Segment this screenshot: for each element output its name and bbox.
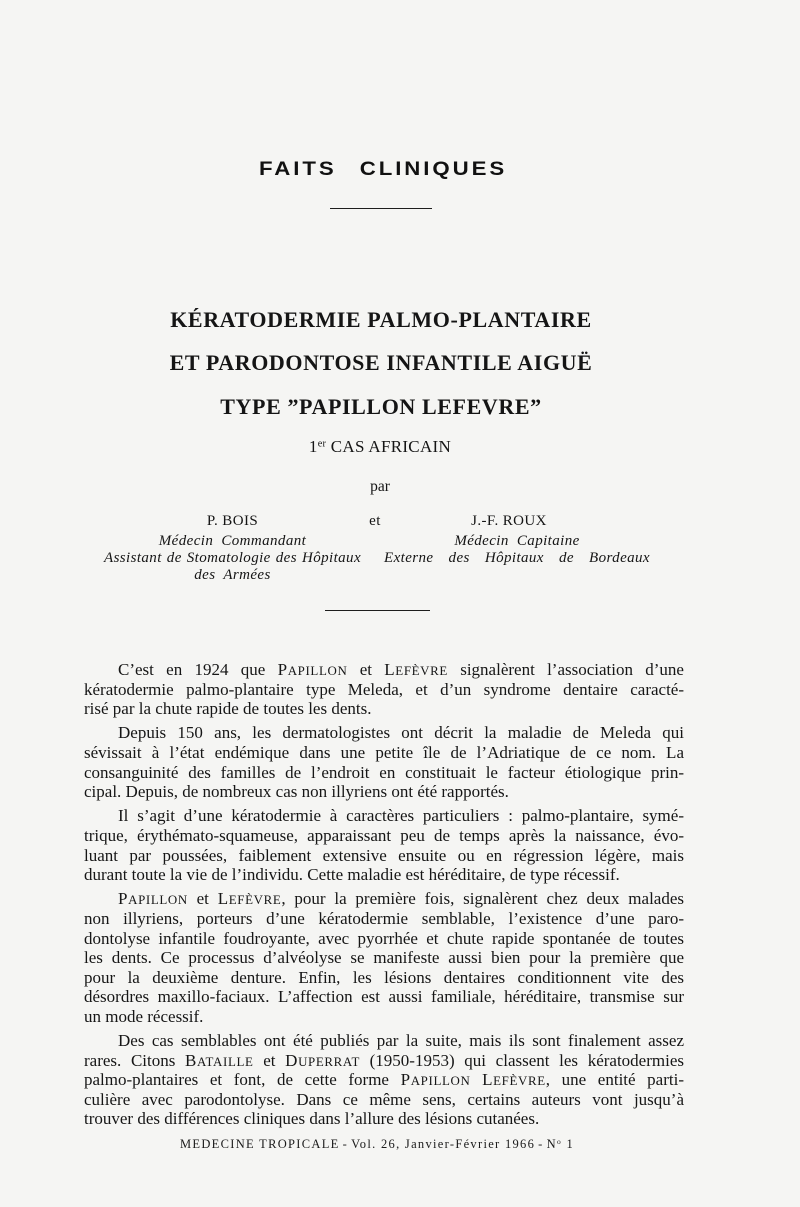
text-run: les dents. Ce processus d’alvéolyse se manifeste aussi bien pour la première que [84, 948, 684, 968]
text-run: palmo-plantaires et font, de cette forme [84, 1070, 401, 1090]
affiliation-line [384, 550, 650, 567]
text-run: Il s’agit d’une kératodermie à caractères particuliers : palmo-plantaire, symé- [118, 806, 684, 826]
affiliation-line: Médecin Capitaine [454, 533, 580, 549]
text-line [84, 1007, 684, 1027]
text-run: trique, érythémato-squameuse, apparaissant peu de temps après la naissance, évo- [84, 825, 684, 845]
text-line-content [84, 1051, 684, 1070]
text-line-content [84, 680, 684, 699]
issue-number: 1 [566, 1137, 575, 1151]
text-line-content [84, 763, 684, 782]
text-run: trouver des différences cliniques dans l’allure des lésions cutanées. [84, 1109, 540, 1129]
text-run: rares. Citons [84, 1050, 186, 1070]
text-run [470, 1070, 482, 1089]
text-run: (1950-1953) qui classent les kératodermies [359, 1050, 684, 1070]
issue-number-label-suffix: o [556, 1136, 563, 1146]
case-label: CAS AFRICAIN [330, 437, 452, 456]
text-line [84, 948, 684, 968]
text-line-content [84, 846, 684, 865]
text-line-content [84, 948, 684, 967]
text-line-content [118, 1031, 684, 1050]
author-name-1: P. BOIS [206, 513, 259, 529]
text-run: Depuis 150 ans, les dermatologistes ont décrit la maladie de Meleda qui [118, 723, 684, 743]
affiliation-line [104, 550, 361, 567]
text-run: , une entité parti- [545, 1070, 684, 1090]
text-line [84, 909, 684, 929]
text-line [84, 865, 684, 885]
text-line [84, 987, 684, 1007]
text-line [84, 1051, 684, 1071]
text-line [84, 1109, 684, 1129]
text-line [84, 1070, 684, 1090]
text-line-content [118, 660, 684, 679]
paragraph [84, 723, 684, 801]
text-line [84, 743, 684, 763]
paragraph [84, 660, 684, 719]
text-line-content [84, 1070, 684, 1089]
cited-author-name: DUPERRAT [285, 1050, 360, 1070]
journal-issue: Vol. 26, Janvier-Février 1966 [351, 1137, 536, 1151]
article-subtitle [180, 437, 580, 457]
text-run: pour la deuxième denture. Enfin, les lésions dentaires conditionnent vite des [84, 967, 684, 987]
affiliation-line-text: Assistant de Stomatologie des Hôpitaux [104, 550, 361, 566]
paragraph [84, 889, 684, 1026]
case-ordinal: 1 [308, 437, 318, 456]
text-line [84, 889, 684, 909]
text-line-content [84, 909, 684, 928]
cited-author-name: PAPILLON [118, 889, 188, 909]
text-run: et [253, 1050, 286, 1070]
text-run: kératodermie palmo-plantaire type Meleda, et d’un syndrome dentaire caracté- [84, 679, 684, 699]
text-run: , pour la première fois, signalèrent chez deux malades [281, 889, 684, 909]
text-line [84, 846, 684, 866]
text-run: cipal. Depuis, de nombreux cas non illyriens ont été rapportés. [84, 782, 509, 802]
text-line-content [84, 743, 684, 762]
text-run: non illyriens, porteurs d’une kératodermie semblable, l’existence d’une paro- [84, 908, 684, 928]
text-line [84, 968, 684, 988]
issue-number-label: N [546, 1137, 557, 1151]
text-line [84, 1090, 684, 1110]
title-line-3: TYPE ”PAPILLON LEFEVRE” [220, 394, 542, 419]
text-line [84, 806, 684, 826]
byline-par: par [370, 478, 390, 495]
affiliation-line: Médecin Commandant [158, 533, 307, 549]
text-line-content [84, 968, 684, 987]
text-line-content [118, 723, 684, 742]
author-2-affiliation [384, 533, 650, 567]
cited-author-name: PAPILLON [400, 1070, 471, 1090]
journal-name: MEDECINE TROPICALE [179, 1137, 340, 1151]
text-line-content [84, 782, 509, 801]
affiliation-line: des Armées [194, 567, 271, 583]
cited-author-name: LEFÈVRE [384, 660, 448, 679]
article-body [84, 660, 684, 1129]
cited-author-name: LEFÈVRE [217, 889, 282, 909]
paragraph [84, 806, 684, 884]
cited-author-name: LEFÈVRE [482, 1070, 546, 1090]
text-line-content [84, 987, 684, 1006]
cited-author-name: PAPILLON [277, 660, 348, 679]
author-1-affiliation [104, 533, 361, 584]
text-line-content [84, 865, 620, 884]
text-run: un mode récessif. [84, 1006, 204, 1026]
text-run: culière avec parodontolyse. Dans ce même sens, certains auteurs vont jusqu’à [84, 1089, 684, 1109]
text-line [84, 680, 684, 700]
section-heading-text: FAITS CLINIQUES [258, 159, 508, 180]
text-line-content [84, 826, 684, 845]
text-run: Des cas semblables ont été publiés par la suite, mais ils sont finalement assez [118, 1031, 684, 1051]
text-run: durant toute la vie de l’individu. Cette maladie est héréditaire, de type récessif. [84, 865, 620, 885]
text-run: et [187, 889, 218, 909]
title-block-rule [325, 610, 430, 611]
text-line-content [118, 806, 684, 825]
text-line [84, 699, 684, 719]
journal-footer [127, 1134, 627, 1154]
text-line [84, 929, 684, 949]
footer-separator: - [538, 1137, 544, 1151]
text-line [84, 1031, 684, 1051]
text-run: risé par la chute rapide de toutes les dents. [84, 699, 372, 719]
footer-separator: - [342, 1137, 349, 1151]
text-run: et [347, 660, 385, 679]
text-run: dontolyse infantile foudroyante, avec pyorrhée et chute rapide spontanée de toutes [84, 928, 684, 948]
text-line-content [84, 699, 371, 718]
cited-author-name: BATAILLE [185, 1050, 254, 1070]
affiliation-line-text: Externe des Hôpitaux de Bordeaux [384, 550, 650, 566]
text-line-content [84, 1090, 684, 1109]
text-line-content [84, 929, 684, 948]
text-line [84, 782, 684, 802]
text-run: signalèrent l’association d’une [447, 660, 684, 679]
text-run: consanguinité des familles de l’endroit en constituait le facteur étiologique prin- [84, 762, 684, 782]
text-line-content [84, 1109, 539, 1128]
title-line-1: KÉRATODERMIE PALMO-PLANTAIRE [170, 307, 592, 332]
text-line [84, 660, 684, 680]
heading-rule [330, 208, 432, 209]
text-line [84, 723, 684, 743]
section-heading [233, 158, 533, 182]
text-run: luant par poussées, faiblement extensive ensuite ou en régression légère, mais [84, 845, 684, 865]
text-line-content [118, 889, 684, 908]
author-conjunction: et [369, 513, 381, 529]
case-ordinal-suffix: er [317, 438, 327, 450]
author-name-2: J.-F. ROUX [471, 513, 547, 529]
text-run: sévissait à l’état endémique dans une petite île de l’Adriatique de ce nom. La [84, 742, 684, 762]
text-run: désordres maxillo-faciaux. L’affection est aussi familiale, héréditaire, transmise sur [84, 987, 684, 1007]
paragraph [84, 1031, 684, 1129]
text-run: C’est en 1924 que [118, 660, 278, 679]
title-line-2: ET PARODONTOSE INFANTILE AIGUË [169, 350, 593, 375]
text-line-content [84, 1007, 203, 1026]
text-line [84, 763, 684, 783]
text-line [84, 826, 684, 846]
